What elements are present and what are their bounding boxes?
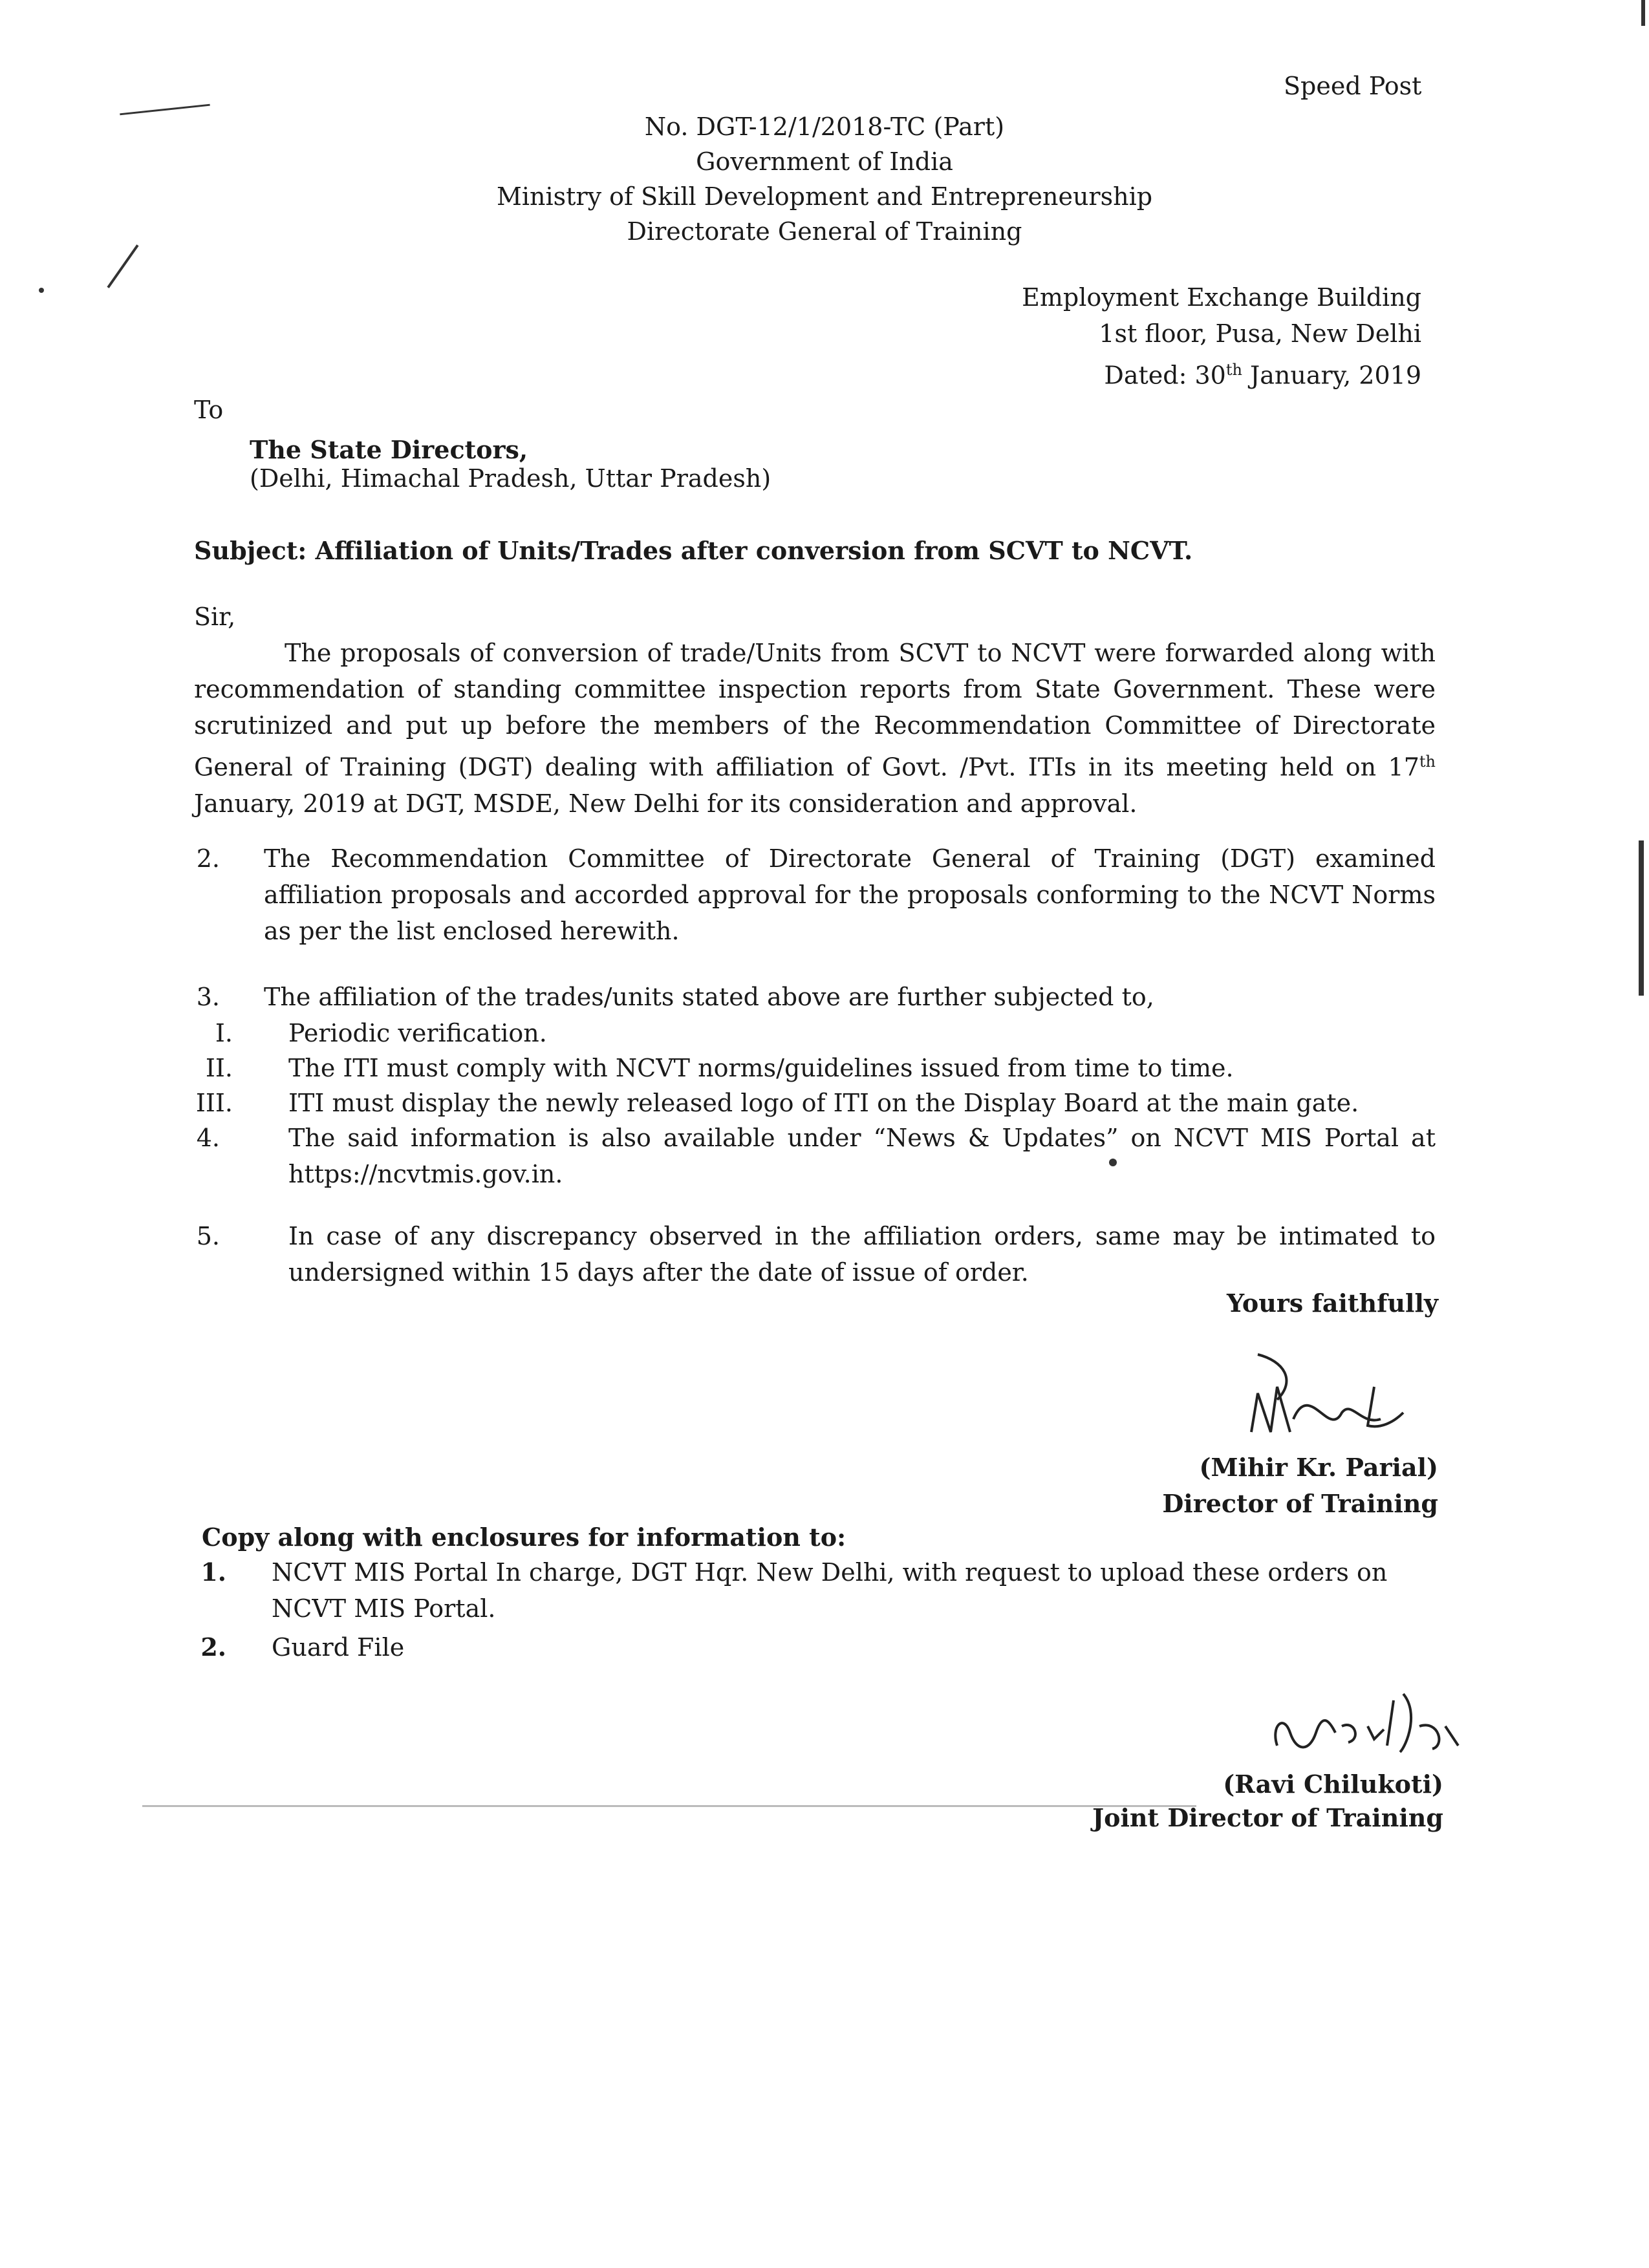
speed-post-label: Speed Post <box>1284 72 1422 100</box>
point-5-number: 5. <box>196 1222 220 1250</box>
to-label: To <box>194 396 224 424</box>
point-2-number: 2. <box>196 844 220 873</box>
directorate-line: Directorate General of Training <box>627 217 1022 246</box>
subpoint-1-number: I. <box>215 1019 233 1047</box>
address-line-2: 1st floor, Pusa, New Delhi <box>1099 319 1421 348</box>
subpoint-2-number: II. <box>205 1054 233 1082</box>
recipient-states: (Delhi, Himachal Pradesh, Uttar Pradesh) <box>250 464 771 493</box>
scan-mark <box>142 1805 1196 1807</box>
signature-2 <box>1264 1674 1471 1771</box>
subpoint-1-text: Periodic verification. <box>288 1019 547 1047</box>
signatory-2-name: (Ravi Chilukoti) <box>1223 1770 1443 1799</box>
scan-mark <box>39 288 44 293</box>
copy-item-1-number: 1. <box>200 1557 226 1587</box>
copy-item-2-number: 2. <box>200 1632 226 1662</box>
scan-mark <box>1639 840 1644 996</box>
subpoint-3-number: III. <box>195 1089 233 1117</box>
ministry-line: Ministry of Skill Development and Entrepreneurship <box>496 182 1153 211</box>
address-line-1: Employment Exchange Building <box>1022 283 1421 312</box>
subpoint-3-text: ITI must display the newly released logo of ITI on the Display Board at the main gate. <box>288 1089 1359 1117</box>
government-line: Government of India <box>696 147 953 176</box>
copy-item-1-text: NCVT MIS Portal In charge, DGT Hqr. New Delhi, with request to upload these orders on NCVT MIS Portal. <box>272 1558 1388 1623</box>
signatory-1-name: (Mihir Kr. Parial) <box>1199 1453 1438 1482</box>
reference-number: No. DGT-12/1/2018-TC (Part) <box>644 112 1005 141</box>
copy-heading: Copy along with enclosures for information to: <box>202 1523 846 1552</box>
point-3-text: The affiliation of the trades/units stated above are further subjected to, <box>264 983 1154 1011</box>
copy-item-2-text: Guard File <box>272 1633 405 1662</box>
point-5-text: In case of any discrepancy observed in the affiliation orders, same may be intimated to undersigned within 15 days after the date of issue of order. <box>288 1222 1436 1287</box>
point-3-number: 3. <box>196 983 220 1011</box>
signature-1 <box>1232 1342 1413 1451</box>
point-4-text: The said information is also available under “News & Updates” on NCVT MIS Portal at https://ncvtmis.gov.in. <box>288 1124 1436 1188</box>
subject-line: Subject: Affiliation of Units/Trades after conversion from SCVT to NCVT. <box>194 536 1193 565</box>
subpoint-2-text: The ITI must comply with NCVT norms/guidelines issued from time to time. <box>288 1054 1234 1082</box>
closing: Yours faithfully <box>1227 1289 1438 1318</box>
signatory-1-title: Director of Training <box>1162 1489 1438 1518</box>
salutation: Sir, <box>194 603 236 631</box>
point-4-number: 4. <box>196 1124 220 1152</box>
scan-mark <box>1641 0 1645 26</box>
point-2-text: The Recommendation Committee of Directorate General of Training (DGT) examined affiliation proposals and accorded approval for the proposals conforming to the NCVT Norms as per the list enclosed herewith. <box>264 844 1436 945</box>
scan-mark <box>107 244 138 288</box>
signatory-2-title: Joint Director of Training <box>1092 1803 1443 1832</box>
paragraph-1: The proposals of conversion of trade/Units from SCVT to NCVT were forwarded along with recommendation of standing committee inspection reports from State Government. These were scrutinized and put up before the members of the Recommendation Committee of Directorate General of Training (DGT) dealing with affiliation of Govt. /Pvt. ITIs in its meeting held on 17th January, 2019 at DGT, MSDE, New Delhi for its consideration and approval. <box>194 639 1436 818</box>
date-line: Dated: 30th January, 2019 <box>1104 361 1421 390</box>
address-block <box>1022 279 1421 394</box>
recipient-name: The State Directors, <box>250 435 528 464</box>
